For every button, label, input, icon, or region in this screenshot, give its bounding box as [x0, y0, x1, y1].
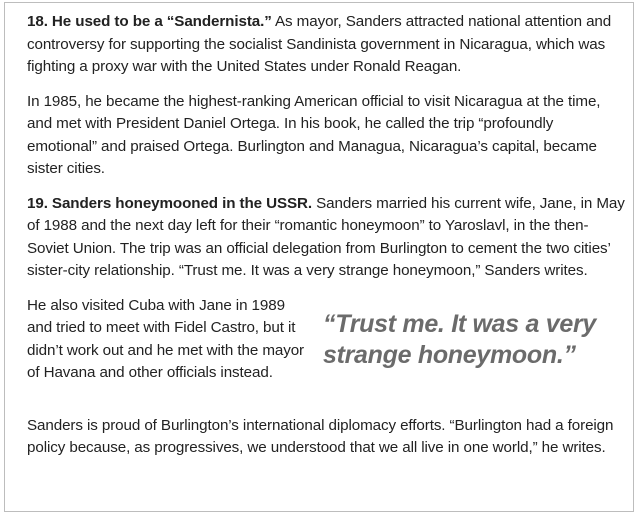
item-19-heading: 19. Sanders honeymooned in the USSR. [27, 194, 313, 212]
item-18-text: As mayor, Sanders attracted national attention and controversy for supporting the socialist Sandinista government in Nicaragua, which was fighting a proxy war with the United States under Ronald Reagan. [27, 13, 612, 75]
article-body [27, 11, 627, 472]
paragraph-cuba: He also visited Cuba with Jane in 1989 and tried to meet with Fidel Castro, but it didn’t work out and he met with the mayor of Havana and other officials instead. [27, 296, 305, 381]
cuba-section [27, 295, 627, 407]
paragraph-sandernista [27, 11, 627, 79]
paragraph-nicaragua-visit: In 1985, he became the highest-ranking American official to visit Nicaragua at the time, and met with President Daniel Ortega. In his book, he called the trip “profoundly emotional” and praised Ortega. Burlington and Managua, Nicaragua’s capital, became sister cities. [27, 92, 601, 177]
paragraph-diplomacy: Sanders is proud of Burlington’s international diplomacy efforts. “Burlington had a foreign policy because, as progressives, we understood that we all live in one world,” he writes. [27, 416, 614, 456]
paragraph-honeymoon [27, 193, 627, 283]
article-frame [4, 2, 634, 512]
item-19-text: Sanders married his current wife, Jane, in May of 1988 and the next day left for their “romantic honeymoon” to Yaroslavl, in the then-Soviet Union. The trip was an official delegation from Burlington to cement the two cities’ sister-city relationship. “Trust me. It was a very strange honeymoon,” Sanders writes. [27, 194, 625, 279]
pull-quote: “Trust me. It was a very strange honeymoon.” [323, 309, 597, 369]
item-18-heading: 18. He used to be a “Sandernista.” [27, 13, 272, 30]
